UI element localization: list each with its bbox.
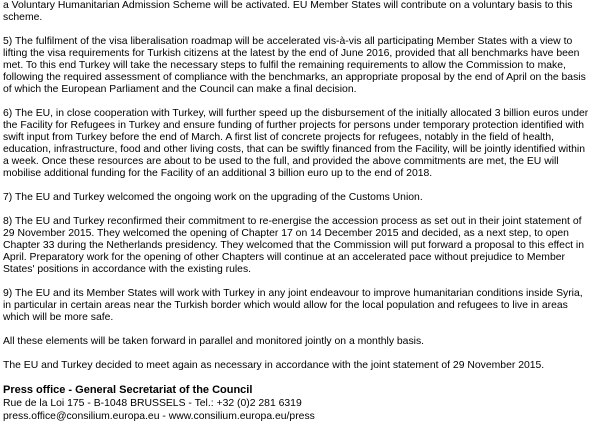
paragraph-gap [3,204,589,216]
paragraph-gap [3,276,589,288]
press-office-address: Rue de la Loi 175 - B-1048 BRUSSELS - Tel.: +32 (0)2 281 6319 [3,398,302,409]
paragraph-scheme-continuation: a Voluntary Humanitarian Admission Scheme will be activated. EU Member States will contribute on a voluntary basis to this scheme. [3,0,573,23]
paragraph-gap [3,96,589,108]
press-office-contact [3,410,589,423]
paragraph-gap [3,348,589,360]
press-office-website-link[interactable]: www.consilium.europa.eu/press [168,411,315,422]
press-office-email-link[interactable]: press.office@consilium.europa.eu [3,411,160,422]
paragraph-5-visa: 5) The fulfilment of the visa liberalisation roadmap will be accelerated vis-à-vis all participating Member States with a view to lifting the visa requirements for Turkish citizens at the latest by the end of June 2016, provided that all benchmarks have been met. To this end Turkey will take the necessary steps to fulfil the remaining requirements to allow the Commission to make, following the required assessment of compliance with the benchmarks, an appropriate proposal by the end of April on the basis of which the European Parliament and the Council can make a final decision. [3,36,586,95]
paragraph-next-meeting: The EU and Turkey decided to meet again as necessary in accordance with the joint statement of 29 November 2015. [3,360,545,371]
paragraph-gap [3,180,589,192]
paragraph-gap [3,24,589,36]
paragraph-gap [3,324,589,336]
paragraph-6-facility: 6) The EU, in close cooperation with Turkey, will further speed up the disbursement of the initially allocated 3 billion euros under the Facility for Refugees in Turkey and ensure funding of further projects for persons under temporary protection identified with swift input from Turkey before the end of March. A first list of concrete projects for refugees, notably in the field of health, education, infrastructure, food and other living costs, that can be swiftly financed from the Facility, will be jointly identified within a week. Once these resources are about to be used to the full, and provided the above commitments are met, the EU will mobilise additional funding for the Facility of an additional 3 billion euro up to the end of 2018. [3,108,589,179]
paragraph-monitoring: All these elements will be taken forward in parallel and monitored jointly on a monthly basis. [3,336,425,347]
contact-separator: - [159,411,169,422]
press-release-document [3,0,589,423]
paragraph-9-syria: 9) The EU and its Member States will work with Turkey in any joint endeavour to improve humanitarian conditions inside Syria, in particular in certain areas near the Turkish border which would allow for the local population and refugees to live in areas which will be more safe. [3,288,583,323]
press-office-title: Press office - General Secretariat of the Council [3,384,253,396]
paragraph-7-customs: 7) The EU and Turkey welcomed the ongoing work on the upgrading of the Customs Union. [3,192,423,203]
press-office-footer [3,384,589,423]
paragraph-8-accession: 8) The EU and Turkey reconfirmed their commitment to re-energise the accession process as set out in their joint statement of 29 November 2015. They welcomed the opening of Chapter 17 on 14 December 2015 and decided, as a next step, to open Chapter 33 during the Netherlands presidency. They welcomed that the Commission will put forward a proposal to this effect in April. Preparatory work for the opening of other Chapters will continue at an accelerated pace without prejudice to Member States' positions in accordance with the existing rules. [3,216,585,275]
